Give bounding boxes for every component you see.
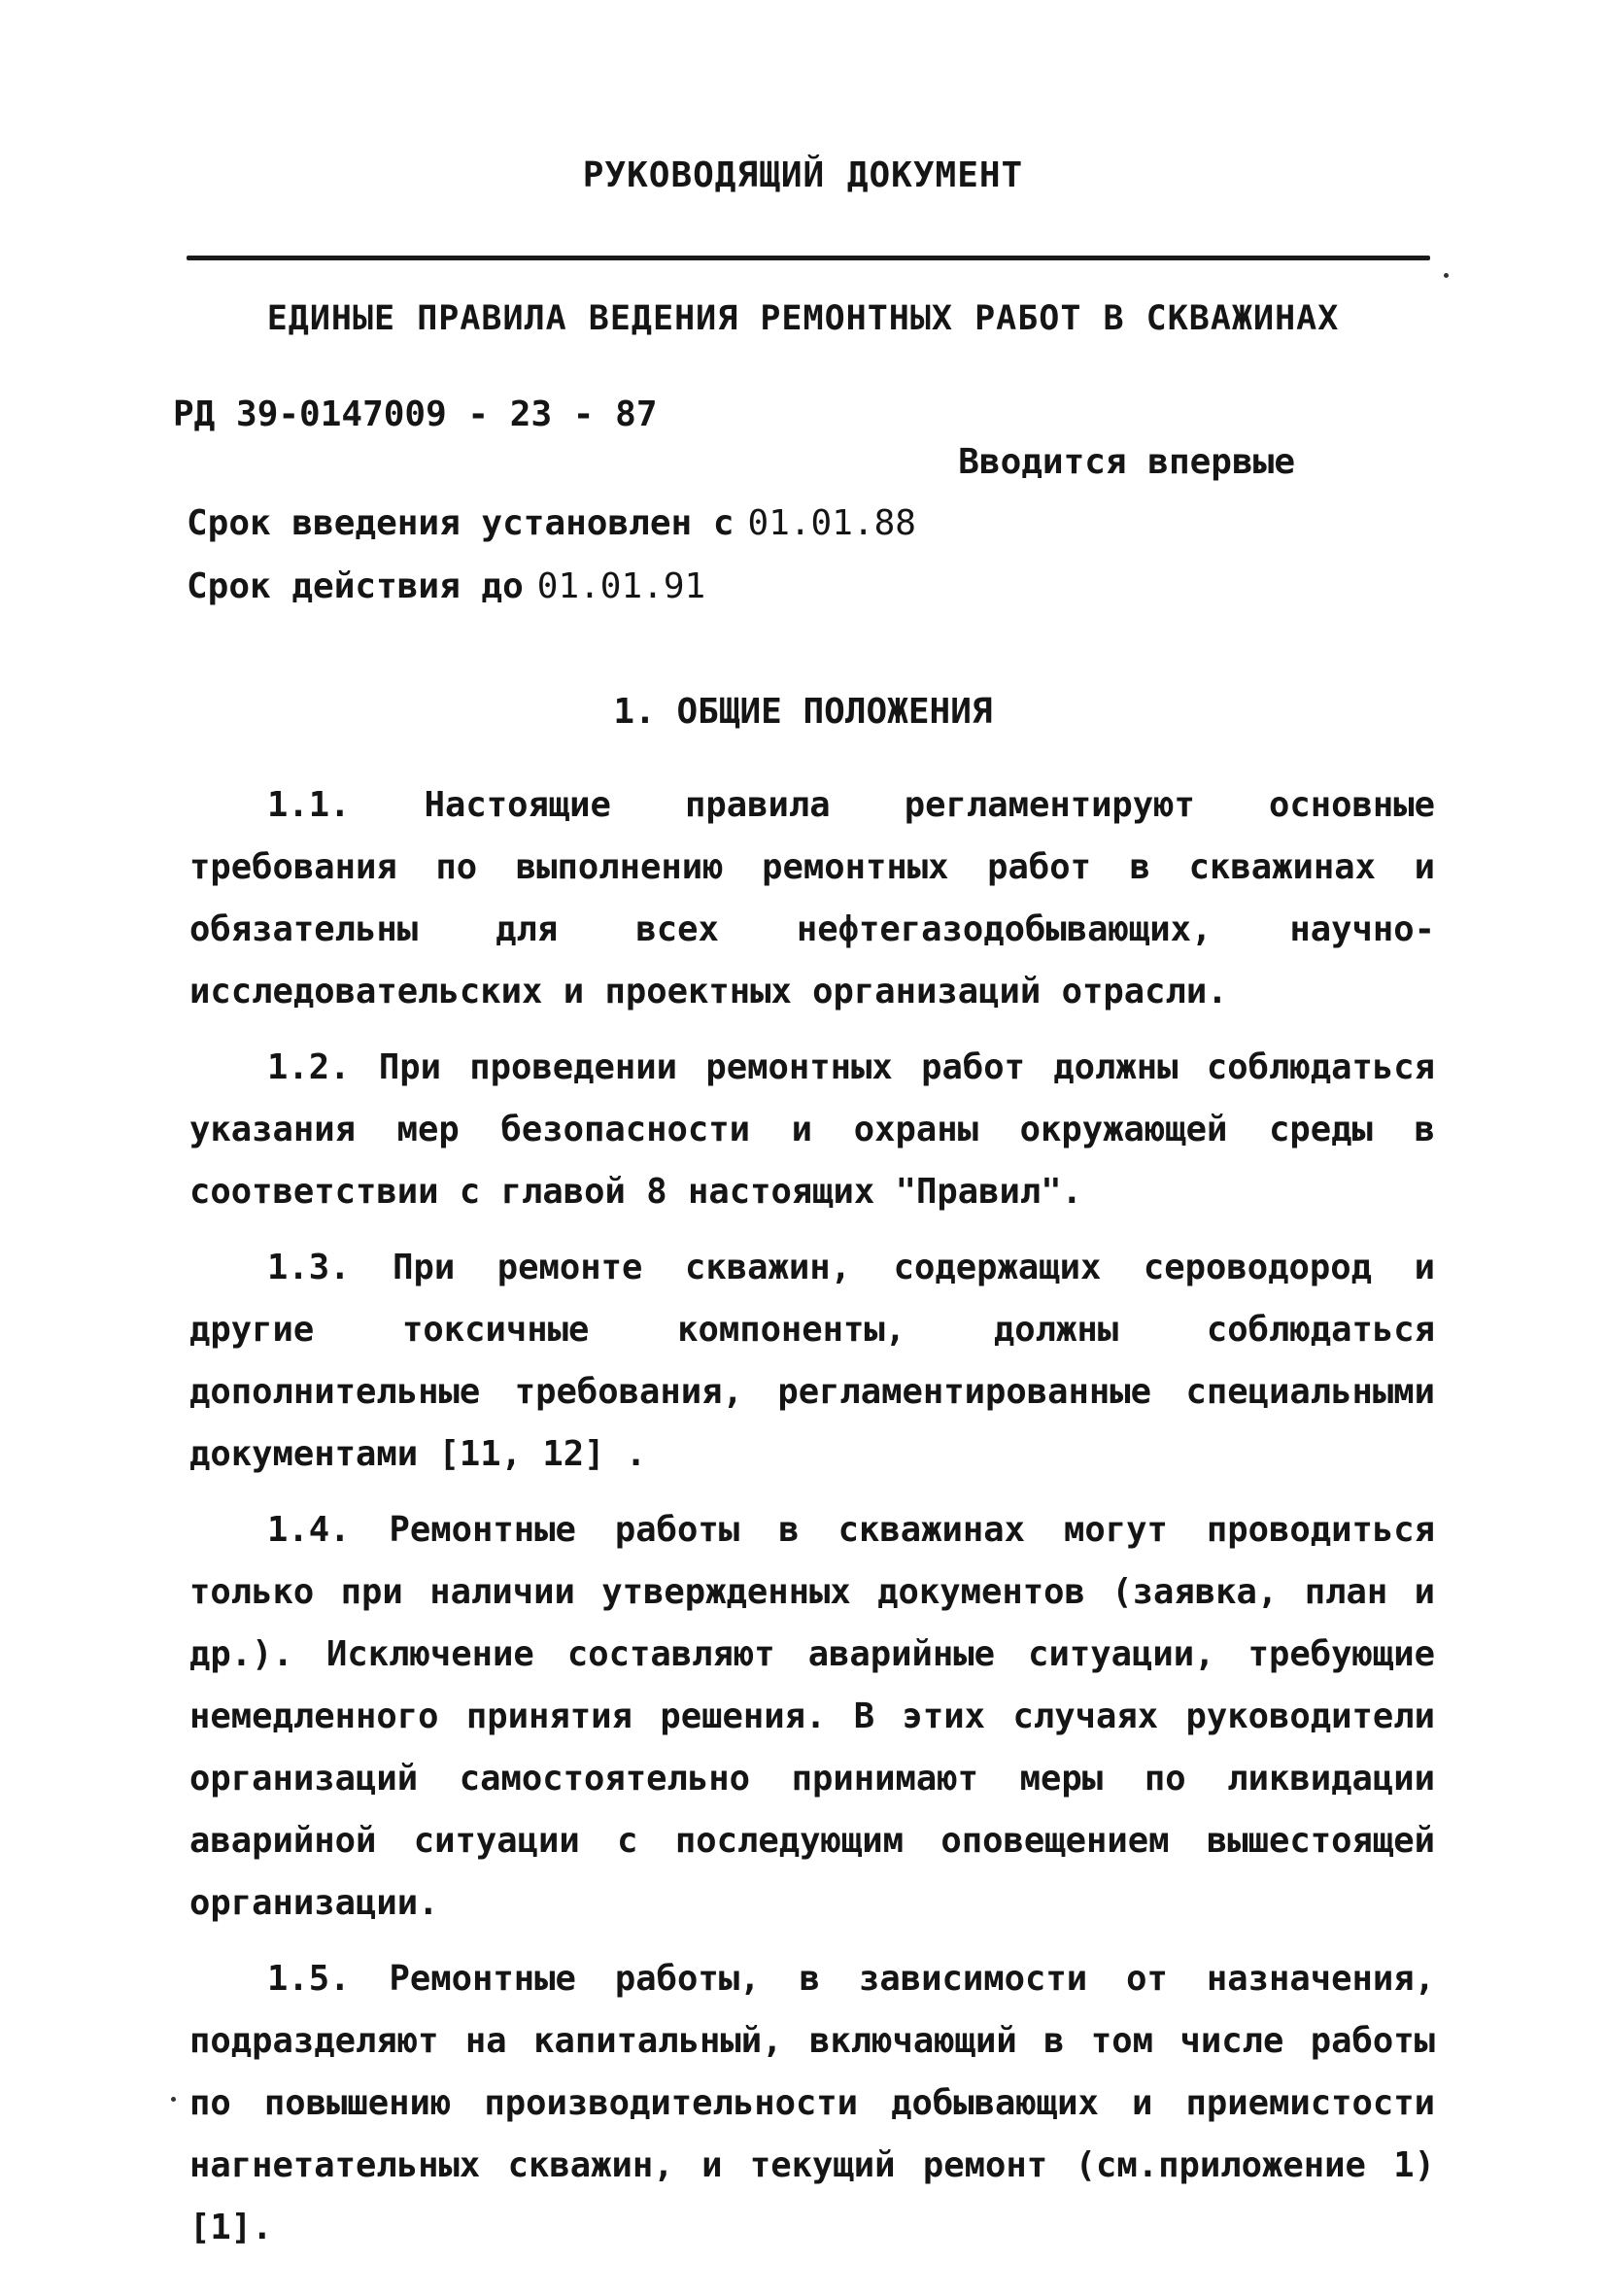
section-body xyxy=(189,774,1435,2273)
expiry-date-line xyxy=(187,566,705,606)
expiry-date-label: Срок действия до xyxy=(187,566,524,606)
scan-speck xyxy=(171,2097,176,2102)
document-title: ЕДИНЫЕ ПРАВИЛА ВЕДЕНИЯ РЕМОНТНЫХ РАБОТ В СКВАЖИНАХ xyxy=(266,299,1340,338)
paragraph-1-3: 1.3. При ремонте скважин, содержащих сероводород и другие токсичные компоненты, должны соблюдаться дополнительные требования, регламентированные специальными документами [11, 12] . xyxy=(189,1248,1435,1474)
intro-date-value: 01.01.88 xyxy=(747,503,916,543)
intro-date-line xyxy=(187,503,916,543)
section-heading: 1. ОБЩИЕ ПОЛОЖЕНИЯ xyxy=(613,692,993,732)
paragraph-1-5: 1.5. Ремонтные работы, в зависимости от назначения, подразделяют на капитальный, включающий в том числе работы по повышению производительности добывающих и приемистости нагнетательных скважин, и текущий ремонт (см.приложение 1) [1]. xyxy=(189,1959,1435,2247)
header-divider xyxy=(187,256,1430,260)
document-number: РД 39-0147009 - 23 - 87 xyxy=(173,394,658,434)
expiry-date-value: 01.01.91 xyxy=(536,566,706,606)
document-status: Вводится впервые xyxy=(958,442,1295,482)
paragraph-1-1: 1.1. Настоящие правила регламентируют основные требования по выполнению ремонтных работ в скважинах и обязательны для всех нефтегазодобывающих, научно-исследовательских и проектных организаций отрасли. xyxy=(189,785,1435,1011)
scan-speck xyxy=(1444,273,1449,278)
document-type-header: РУКОВОДЯЩИЙ ДОКУМЕНТ xyxy=(582,155,1024,195)
paragraph-1-2: 1.2. При проведении ремонтных работ должны соблюдаться указания мер безопасности и охраны окружающей среды в соответствии с главой 8 настоящих "Правил". xyxy=(189,1047,1435,1212)
paragraph-1-4: 1.4. Ремонтные работы в скважинах могут проводиться только при наличии утвержденных документов (заявка, план и др.). Исключение составляют аварийные ситуации, требующие немедленного принятия решения. В этих случаях руководители организаций самостоятельно принимают меры по ликвидации аварийной ситуации с последующим оповещением вышестоящей организации. xyxy=(189,1510,1435,1923)
intro-date-label: Срок введения установлен с xyxy=(187,503,735,543)
